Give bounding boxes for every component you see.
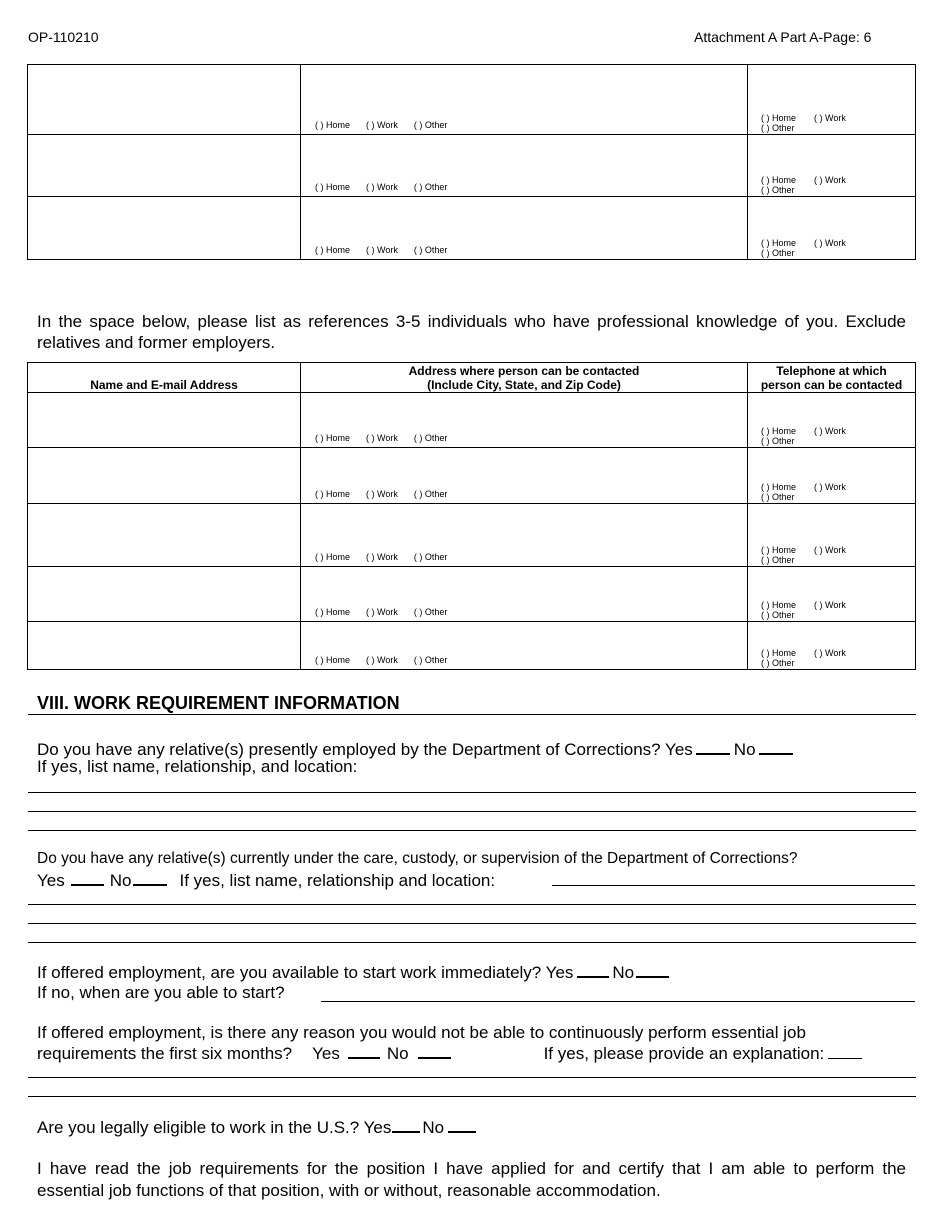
yes-label: Yes (312, 1044, 340, 1063)
telephone-cell[interactable] (748, 448, 916, 504)
other-option[interactable]: ( ) Other (761, 492, 795, 502)
work-option[interactable]: ( ) Work (814, 482, 846, 492)
other-option[interactable]: ( ) Other (761, 555, 795, 565)
followup-text: If yes, list name, relationship and location: (179, 871, 496, 890)
other-option[interactable]: ( ) Other (761, 123, 795, 133)
available-immediately-question (37, 961, 669, 982)
telephone-options (748, 175, 915, 196)
other-option[interactable]: ( ) Other (761, 658, 795, 668)
home-option[interactable]: ( ) Home (315, 245, 351, 255)
home-option[interactable]: ( ) Home (315, 489, 351, 499)
table-row (28, 504, 916, 567)
table-row (28, 65, 916, 135)
work-option[interactable]: ( ) Work (814, 113, 846, 123)
table-row (28, 135, 916, 197)
no-label: No (733, 740, 756, 759)
home-option[interactable]: ( ) Home (315, 607, 351, 617)
telephone-cell[interactable] (748, 504, 916, 567)
question-text: Do you have any relative(s) presently employed by the Department of Corrections? Yes (37, 740, 693, 759)
home-option[interactable]: ( ) Home (315, 433, 351, 443)
no-label: No (109, 871, 132, 890)
answer-line[interactable] (28, 830, 916, 831)
other-option[interactable]: ( ) Other (413, 182, 448, 192)
name-column-header: Name and E-mail Address (28, 363, 301, 393)
home-option[interactable]: ( ) Home (315, 120, 351, 130)
address-cell[interactable] (301, 567, 748, 622)
other-option[interactable]: ( ) Other (761, 248, 795, 258)
table-row (28, 567, 916, 622)
relatives-supervised-question: Do you have any relative(s) currently under the care, custody, or supervision of the Department of Corrections? (37, 850, 798, 867)
name-cell[interactable] (28, 197, 301, 260)
address-cell[interactable] (301, 504, 748, 567)
work-option[interactable]: ( ) Work (366, 245, 398, 255)
no-label: No (612, 963, 635, 982)
work-option[interactable]: ( ) Work (814, 600, 846, 610)
other-option[interactable]: ( ) Other (413, 433, 448, 443)
start-date-line[interactable] (321, 1001, 915, 1002)
work-option[interactable]: ( ) Work (814, 648, 846, 658)
answer-line[interactable] (28, 1096, 916, 1097)
home-option[interactable]: ( ) Home (761, 426, 797, 436)
address-phone-options (301, 655, 747, 669)
home-option[interactable]: ( ) Home (315, 655, 351, 665)
yes-blank[interactable] (392, 1116, 420, 1133)
other-option[interactable]: ( ) Other (413, 552, 448, 562)
home-option[interactable]: ( ) Home (761, 545, 797, 555)
address-cell[interactable] (301, 135, 748, 197)
relatives-supervised-answers (37, 869, 495, 890)
yes-blank[interactable] (577, 961, 609, 978)
answer-line[interactable] (28, 792, 916, 793)
page-label: Attachment A Part A-Page: 6 (694, 29, 872, 45)
work-option[interactable]: ( ) Work (814, 426, 846, 436)
no-blank[interactable] (133, 869, 167, 886)
home-option[interactable]: ( ) Home (761, 600, 797, 610)
address-phone-options (301, 607, 747, 621)
no-label: No (422, 1118, 445, 1137)
work-option[interactable]: ( ) Work (814, 545, 846, 555)
work-option[interactable]: ( ) Work (366, 182, 398, 192)
relatives-employed-question (37, 738, 793, 759)
other-option[interactable]: ( ) Other (761, 185, 795, 195)
name-cell[interactable] (28, 622, 301, 670)
name-cell[interactable] (28, 504, 301, 567)
telephone-options (748, 648, 915, 669)
no-label: No (386, 1044, 409, 1063)
no-blank[interactable] (636, 961, 669, 978)
home-option[interactable]: ( ) Home (315, 552, 351, 562)
home-option[interactable]: ( ) Home (315, 182, 351, 192)
followup-text: If yes, please provide an explanation: (543, 1044, 825, 1063)
previous-table (27, 64, 916, 260)
telephone-options (748, 238, 915, 259)
no-blank[interactable] (759, 738, 793, 755)
question-text: requirements the first six months? (37, 1044, 293, 1063)
relatives-employed-followup: If yes, list name, relationship, and location: (37, 757, 358, 776)
yes-blank[interactable] (696, 738, 730, 755)
yes-blank[interactable] (348, 1042, 380, 1059)
name-cell[interactable] (28, 135, 301, 197)
work-option[interactable]: ( ) Work (814, 238, 846, 248)
references-intro: In the space below, please list as references 3-5 individuals who have professional knowledge of you. Exclude relatives and former employers. (37, 312, 906, 352)
address-phone-options (301, 245, 747, 259)
address-column-header: Address where person can be contacted (Include City, State, and Zip Code) (301, 363, 748, 393)
home-option[interactable]: ( ) Home (761, 648, 797, 658)
telephone-options (748, 545, 915, 566)
address-phone-options (301, 120, 747, 134)
telephone-cell[interactable] (748, 197, 916, 260)
table-row (28, 448, 916, 504)
telephone-options (748, 600, 915, 621)
other-option[interactable]: ( ) Other (413, 489, 448, 499)
table-header-row (28, 363, 916, 393)
name-cell[interactable] (28, 567, 301, 622)
telephone-cell[interactable] (748, 65, 916, 135)
essential-job-answers (37, 1042, 862, 1063)
address-phone-options (301, 552, 747, 566)
address-phone-options (301, 433, 747, 447)
no-blank[interactable] (418, 1042, 451, 1059)
home-option[interactable]: ( ) Home (761, 238, 797, 248)
table-row (28, 622, 916, 670)
answer-line[interactable] (28, 904, 916, 905)
other-option[interactable]: ( ) Other (413, 245, 448, 255)
yes-blank[interactable] (71, 869, 104, 886)
answer-line[interactable] (552, 885, 915, 886)
question-text: Are you legally eligible to work in the U.S.? Yes (37, 1118, 392, 1137)
work-option[interactable]: ( ) Work (366, 120, 398, 130)
other-option[interactable]: ( ) Other (761, 436, 795, 446)
answer-line[interactable] (28, 1077, 916, 1078)
home-option[interactable]: ( ) Home (761, 482, 797, 492)
work-option[interactable]: ( ) Work (366, 489, 398, 499)
work-option[interactable]: ( ) Work (366, 607, 398, 617)
address-phone-options (301, 489, 747, 503)
no-blank[interactable] (448, 1116, 476, 1133)
name-cell[interactable] (28, 65, 301, 135)
question-text: If offered employment, are you available to start work immediately? Yes (37, 963, 574, 982)
other-option[interactable]: ( ) Other (413, 607, 448, 617)
telephone-cell[interactable] (748, 393, 916, 448)
telephone-cell[interactable] (748, 622, 916, 670)
table-row (28, 393, 916, 448)
name-cell[interactable] (28, 393, 301, 448)
address-cell[interactable] (301, 65, 748, 135)
telephone-options (748, 426, 915, 447)
home-option[interactable]: ( ) Home (761, 175, 797, 185)
other-option[interactable]: ( ) Other (413, 120, 448, 130)
work-option[interactable]: ( ) Work (366, 552, 398, 562)
certification-statement: I have read the job requirements for the position I have applied for and certify that I am able to perform the essential job functions of that position, with or without, reasonable accommodation. (37, 1159, 906, 1200)
work-option[interactable]: ( ) Work (814, 175, 846, 185)
telephone-options (748, 482, 915, 503)
work-option[interactable]: ( ) Work (366, 433, 398, 443)
address-cell[interactable] (301, 393, 748, 448)
address-cell[interactable] (301, 622, 748, 670)
references-table (27, 362, 916, 670)
form-id: OP-110210 (28, 29, 99, 45)
telephone-options (748, 113, 915, 134)
essential-job-question: If offered employment, is there any reason you would not be able to continuously perform essential job (37, 1023, 806, 1042)
telephone-cell[interactable] (748, 567, 916, 622)
yes-label: Yes (37, 871, 65, 890)
answer-line[interactable] (28, 942, 916, 943)
section-divider (28, 714, 916, 715)
legal-eligibility-question (37, 1116, 476, 1137)
table-row (28, 197, 916, 260)
address-cell[interactable] (301, 197, 748, 260)
telephone-cell[interactable] (748, 135, 916, 197)
answer-line[interactable] (28, 811, 916, 812)
name-cell[interactable] (28, 448, 301, 504)
other-option[interactable]: ( ) Other (761, 610, 795, 620)
address-phone-options (301, 182, 747, 196)
home-option[interactable]: ( ) Home (761, 113, 797, 123)
answer-line[interactable] (28, 923, 916, 924)
work-option[interactable]: ( ) Work (366, 655, 398, 665)
telephone-column-header: Telephone at which person can be contacted (748, 363, 916, 393)
start-date-question: If no, when are you able to start? (37, 983, 285, 1002)
explanation-blank[interactable] (828, 1043, 862, 1059)
section-title: VIII. WORK REQUIREMENT INFORMATION (37, 693, 400, 713)
other-option[interactable]: ( ) Other (413, 655, 448, 665)
address-cell[interactable] (301, 448, 748, 504)
